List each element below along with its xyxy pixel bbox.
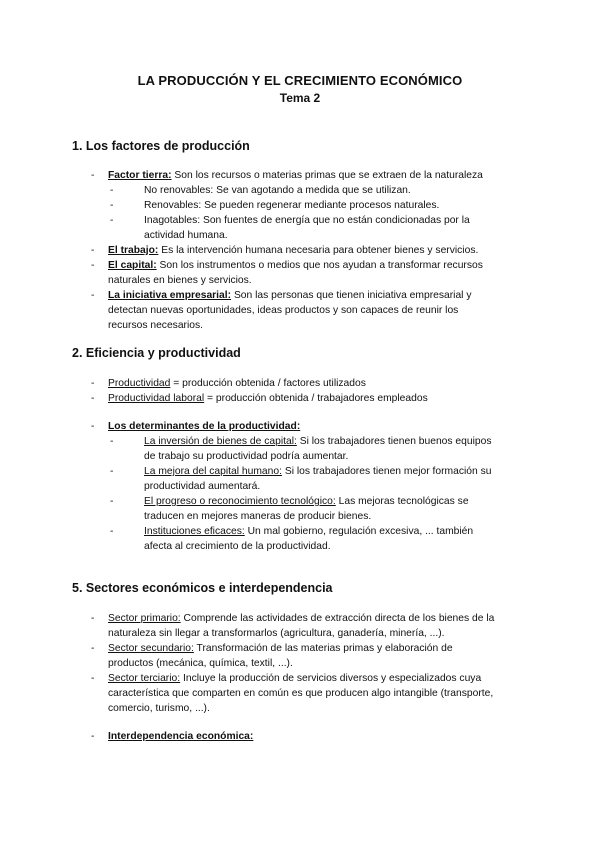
inagotables-item: Inagotables: Son fuentes de energía que no están condicionadas por la	[144, 215, 470, 226]
bullet-dash: -	[110, 496, 114, 507]
bullet-dash: -	[91, 673, 95, 684]
determinante-capital-humano-text: Si los trabajadores tienen mejor formación su	[284, 466, 492, 477]
trabajo-item	[108, 243, 478, 259]
sector-secundario-text: Transformación de las materias primas y elaboración de	[196, 643, 453, 654]
determinante-capital-humano-label: La mejora del capital humano:	[144, 466, 282, 477]
inagotables-item-cont: actividad humana.	[144, 230, 228, 241]
determinante-inversion-text: Si los trabajadores tienen buenos equipos	[299, 436, 492, 447]
interdependencia-label: Interdependencia económica:	[108, 731, 254, 742]
productividad-item	[108, 376, 366, 392]
bullet-dash: -	[91, 170, 95, 181]
determinantes-item	[108, 419, 300, 435]
determinante-progreso-label: El progreso o reconocimiento tecnológico:	[144, 496, 336, 507]
bullet-dash: -	[91, 290, 95, 301]
sector-primario-label: Sector primario:	[108, 613, 181, 624]
determinante-inversion	[144, 434, 492, 450]
doc-subtitle: Tema 2	[279, 91, 321, 105]
bullet-dash: -	[110, 215, 114, 226]
sector-secundario-label: Sector secundario:	[108, 643, 194, 654]
determinantes-label: Los determinantes de la productividad:	[108, 421, 301, 432]
bullet-dash: -	[110, 200, 114, 211]
capital-label: El capital:	[108, 260, 157, 271]
iniciativa-item	[108, 288, 471, 304]
productividad-laboral-text: = producción obtenida / trabajadores empleados	[207, 393, 428, 404]
productividad-label: Productividad	[108, 378, 171, 389]
bullet-dash: -	[91, 393, 95, 404]
bullet-dash: -	[91, 731, 95, 742]
determinante-inversion-cont: de trabajo su productividad podría aumentar.	[144, 451, 349, 462]
determinante-progreso	[144, 494, 469, 510]
determinante-instituciones	[144, 524, 473, 540]
renovables-item: Renovables: Se pueden regenerar mediante procesos naturales.	[144, 200, 440, 211]
factor-tierra-label: Factor tierra:	[108, 170, 172, 181]
sector-terciario-item	[108, 671, 481, 687]
bullet-dash: -	[110, 436, 114, 447]
trabajo-text: Es la intervención humana necesaria para obtener bienes y servicios.	[161, 245, 479, 256]
bullet-dash: -	[110, 466, 114, 477]
iniciativa-text: Son las personas que tienen iniciativa empresarial y	[233, 290, 472, 301]
determinante-progreso-text: Las mejoras tecnológicas se	[338, 496, 469, 507]
determinante-capital-humano	[144, 464, 491, 480]
capital-text: Son los instrumentos o medios que nos ayudan a transformar recursos	[159, 260, 483, 271]
section-2-heading: 2. Eficiencia y productividad	[72, 346, 241, 360]
capital-item	[108, 258, 483, 274]
section-1-heading: 1. Los factores de producción	[72, 139, 250, 153]
determinante-inversion-label: La inversión de bienes de capital:	[144, 436, 297, 447]
determinante-instituciones-cont: afecta al crecimiento de la productividad.	[144, 541, 331, 552]
determinante-instituciones-label: Instituciones eficaces:	[144, 526, 245, 537]
bullet-dash: -	[91, 260, 95, 271]
sector-terciario-label: Sector terciario:	[108, 673, 181, 684]
bullet-dash: -	[91, 613, 95, 624]
sector-primario-text: Comprende las actividades de extracción directa de los bienes de la	[183, 613, 495, 624]
sector-secundario-item	[108, 641, 453, 657]
section-5-heading: 5. Sectores económicos e interdependencia	[72, 581, 333, 595]
bullet-dash: -	[91, 378, 95, 389]
determinante-instituciones-text: Un mal gobierno, regulación excesiva, ... también	[247, 526, 474, 537]
determinante-capital-humano-cont: productividad aumentará.	[144, 481, 261, 492]
productividad-text: = producción obtenida / factores utilizados	[173, 378, 366, 389]
sector-terciario-cont: comercio, turismo, ...).	[108, 703, 210, 714]
sector-terciario-text: Incluye la producción de servicios diversos y especializados cuya	[182, 673, 482, 684]
sector-primario-cont: naturaleza sin llegar a transformarlos (agricultura, ganadería, minería, ...).	[108, 628, 445, 639]
factor-tierra-item	[108, 168, 483, 184]
bullet-dash: -	[110, 185, 114, 196]
iniciativa-item-cont: detectan nuevas oportunidades, ideas productos y son capaces de reunir los	[108, 305, 459, 316]
bullet-dash: -	[91, 643, 95, 654]
bullet-dash: -	[110, 526, 114, 537]
trabajo-label: El trabajo:	[108, 245, 159, 256]
productividad-laboral-item	[108, 391, 428, 407]
iniciativa-item-cont: recursos necesarios.	[108, 320, 203, 331]
bullet-dash: -	[91, 245, 95, 256]
no-renovables-item: No renovables: Se van agotando a medida que se utilizan.	[144, 185, 411, 196]
doc-title: LA PRODUCCIÓN Y EL CRECIMIENTO ECONÓMICO	[137, 73, 463, 88]
interdependencia-item	[108, 729, 253, 745]
productividad-laboral-label: Productividad laboral	[108, 393, 205, 404]
capital-item-cont: naturales en bienes y servicios.	[108, 275, 252, 286]
sector-secundario-cont: productos (mecánica, química, textil, ...).	[108, 658, 293, 669]
factor-tierra-text: Son los recursos o materias primas que se extraen de la naturaleza	[174, 170, 483, 181]
determinante-progreso-cont: traducen en mejores maneras de producir bienes.	[144, 511, 372, 522]
sector-primario-item	[108, 611, 494, 627]
sector-terciario-cont: característica que comparten en común es que producen algo intangible (transporte,	[108, 688, 494, 699]
bullet-dash: -	[91, 421, 95, 432]
iniciativa-label: La iniciativa empresarial:	[108, 290, 232, 301]
